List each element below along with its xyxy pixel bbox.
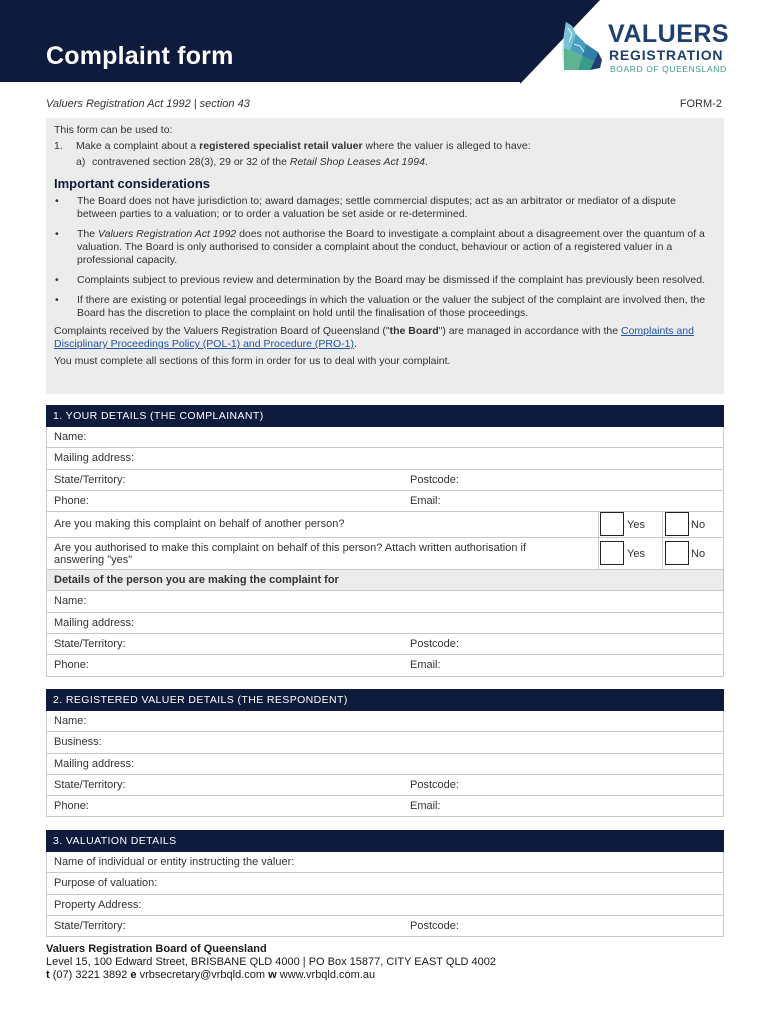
sub-item-letter: a)	[76, 156, 86, 168]
section-heading: 2. REGISTERED VALUER DETAILS (THE RESPONDENT)	[46, 689, 724, 711]
web-label: w	[268, 969, 277, 981]
list-item	[54, 195, 716, 221]
field-label: Name:	[54, 715, 87, 727]
must-complete-text: You must complete all sections of this form in order for us to deal with your complaint.	[54, 355, 451, 367]
form-code: FORM-2	[679, 98, 722, 110]
list-item	[54, 274, 716, 287]
bullet-icon: •	[55, 195, 59, 207]
state-territory-field[interactable]	[46, 470, 724, 491]
valuer-name-field[interactable]	[46, 711, 724, 732]
postcode-label: Postcode:	[410, 473, 459, 486]
field-label: Name of individual or entity instructing the valuer:	[54, 856, 295, 868]
behalf-yes-checkbox[interactable]	[600, 512, 624, 536]
valuer-state-territory-field[interactable]	[46, 775, 724, 796]
sub-item-italic: Retail Shop Leases Act 1994	[289, 156, 425, 168]
bullet-text: Complaints subject to previous review and determination by the Board may be dismissed if the complaint has previously been resolved.	[77, 274, 705, 286]
email-label: Email:	[410, 659, 441, 672]
other-state-territory-field[interactable]	[46, 634, 724, 655]
field-label: Business:	[54, 736, 102, 749]
field-label: Phone:	[54, 494, 89, 507]
email-label: Email:	[410, 494, 441, 507]
subheader	[46, 98, 724, 110]
other-person-subheading	[46, 570, 724, 591]
divider	[662, 512, 663, 537]
field-label: State/Territory:	[54, 919, 126, 932]
footer-phone: (07) 3221 3892	[49, 969, 131, 981]
logo-text-registration: REGISTRATION	[609, 47, 724, 63]
mailing-address-field[interactable]	[46, 448, 724, 469]
authorised-no-checkbox[interactable]	[665, 541, 689, 565]
intro-item-post: where the valuer is alleged to have:	[362, 140, 531, 152]
yes-label: Yes	[627, 548, 645, 561]
section-valuer-details	[46, 689, 724, 817]
field-label: Name:	[54, 431, 87, 443]
policy-post: .	[353, 338, 357, 350]
logo-text-valuers: VALUERS	[608, 20, 730, 48]
sub-item-pre: contravened section 28(3), 29 or 32 of the	[92, 156, 290, 168]
field-label: State/Territory:	[54, 473, 126, 486]
authorised-question-row	[46, 538, 724, 570]
field-label: Purpose of valuation:	[54, 877, 158, 890]
bullet-text	[77, 228, 716, 267]
act-reference: Valuers Registration Act 1992 | section 43	[46, 98, 250, 110]
footer-org-name: Valuers Registration Board of Queensland	[46, 943, 267, 955]
bullet-text-pre: The	[77, 228, 99, 240]
behalf-question-row	[46, 512, 724, 538]
list-item	[54, 294, 716, 320]
logo	[520, 0, 770, 84]
queensland-map-icon	[560, 20, 604, 72]
page-header	[0, 0, 770, 84]
email-label: e	[130, 969, 137, 981]
received-pre: Complaints received by the Valuers Registration Board of Queensland ("	[54, 325, 390, 337]
intro-item-number: 1.	[54, 140, 63, 152]
instructing-party-field[interactable]	[46, 852, 724, 873]
footer-email[interactable]: vrbsecretary@vrbqld.com	[136, 969, 269, 981]
other-name-field[interactable]	[46, 591, 724, 612]
field-label: Mailing address:	[54, 452, 135, 465]
complaints-received-text	[54, 325, 716, 351]
purpose-field[interactable]	[46, 873, 724, 894]
field-label: Mailing address:	[54, 616, 135, 629]
bullet-icon: •	[55, 294, 59, 306]
sub-item-text	[92, 156, 428, 169]
logo-text-board: BOARD OF QUEENSLAND	[610, 64, 727, 74]
field-label: Phone:	[54, 800, 89, 813]
intro-panel	[46, 118, 724, 394]
bullet-text: The Board does not have jurisdiction to; award damages; settle commercial disputes; act as an arbitrator or mediator of a dispute between parties to a valuation; or to order a valuation be set aside or re-determined.	[77, 195, 676, 220]
authorised-yes-checkbox[interactable]	[600, 541, 624, 565]
field-label: Phone:	[54, 659, 89, 672]
section-heading: 3. VALUATION DETAILS	[46, 830, 724, 852]
field-label: State/Territory:	[54, 778, 126, 791]
intro-sub-item-a	[54, 156, 716, 169]
postcode-label: Postcode:	[410, 778, 459, 791]
bullet-text-italic: Valuers Registration Act 1992	[98, 228, 237, 240]
phone-label: t	[46, 969, 50, 981]
section-valuation-details	[46, 830, 724, 937]
other-mailing-address-field[interactable]	[46, 613, 724, 634]
phone-field[interactable]	[46, 491, 724, 512]
bullet-text: If there are existing or potential legal proceedings in which the valuation or the valuer the subject of the complaint are involved then, the Board has the discretion to place the complaint on hold until the finalisation of those proceedings.	[77, 294, 706, 319]
intro-lead: This form can be used to:	[54, 124, 173, 136]
page-title: Complaint form	[46, 42, 234, 70]
valuer-phone-field[interactable]	[46, 796, 724, 817]
question-text: Are you authorised to make this complaint on behalf of this person? Attach written authorisation if answering "yes"	[54, 542, 527, 567]
bullet-icon: •	[55, 274, 59, 286]
yes-label: Yes	[627, 519, 645, 532]
divider	[598, 538, 599, 569]
section-your-details	[46, 405, 724, 677]
property-address-field[interactable]	[46, 895, 724, 916]
other-phone-field[interactable]	[46, 655, 724, 676]
field-label: State/Territory:	[54, 638, 126, 651]
intro-item-text	[76, 140, 531, 153]
valuer-mailing-address-field[interactable]	[46, 754, 724, 775]
behalf-no-checkbox[interactable]	[665, 512, 689, 536]
name-field[interactable]	[46, 427, 724, 448]
intro-item-pre: Make a complaint about a	[76, 140, 200, 152]
field-label: Property Address:	[54, 898, 142, 911]
intro-item-1	[54, 140, 716, 153]
postcode-label: Postcode:	[410, 638, 459, 651]
footer-address: Level 15, 100 Edward Street, BRISBANE QLD 4000 | PO Box 15877, CITY EAST QLD 4002	[46, 956, 497, 968]
intro-item-bold: registered specialist retail valuer	[199, 140, 363, 152]
received-post: ") are managed in accordance with the	[438, 325, 621, 337]
footer-website[interactable]: www.vrbqld.com.au	[276, 969, 376, 981]
business-field[interactable]	[46, 732, 724, 753]
list-item	[54, 228, 716, 267]
policy-link[interactable]: Complaints and Disciplinary Proceedings Policy (POL-1) and Procedure (PRO-1)	[54, 325, 694, 350]
field-label: Mailing address:	[54, 757, 135, 770]
property-state-territory-field[interactable]	[46, 916, 724, 937]
footer	[46, 943, 496, 982]
subheading-text: Details of the person you are making the complaint for	[54, 574, 339, 587]
email-label: Email:	[410, 800, 441, 813]
sub-item-post: .	[424, 156, 428, 168]
divider	[662, 538, 663, 569]
divider	[598, 512, 599, 537]
received-bold: the Board	[389, 325, 439, 337]
bullet-icon: •	[55, 228, 59, 240]
field-label: Name:	[54, 595, 87, 608]
no-label: No	[691, 519, 706, 532]
considerations-list	[54, 195, 716, 320]
postcode-label: Postcode:	[410, 919, 459, 932]
considerations-heading: Important considerations	[54, 176, 211, 191]
footer-contacts	[46, 969, 496, 982]
no-label: No	[691, 548, 706, 561]
bullet-text-post: does not authorise the Board to investigate a complaint about a disagreement over the quantum of a valuation. The Board is only authorised to consider a complaint about the conduct, behaviour or action of a registered valuer in a professional capacity.	[77, 228, 705, 266]
question-text: Are you making this complaint on behalf of another person?	[54, 518, 345, 531]
section-heading: 1. YOUR DETAILS (THE COMPLAINANT)	[46, 405, 724, 427]
